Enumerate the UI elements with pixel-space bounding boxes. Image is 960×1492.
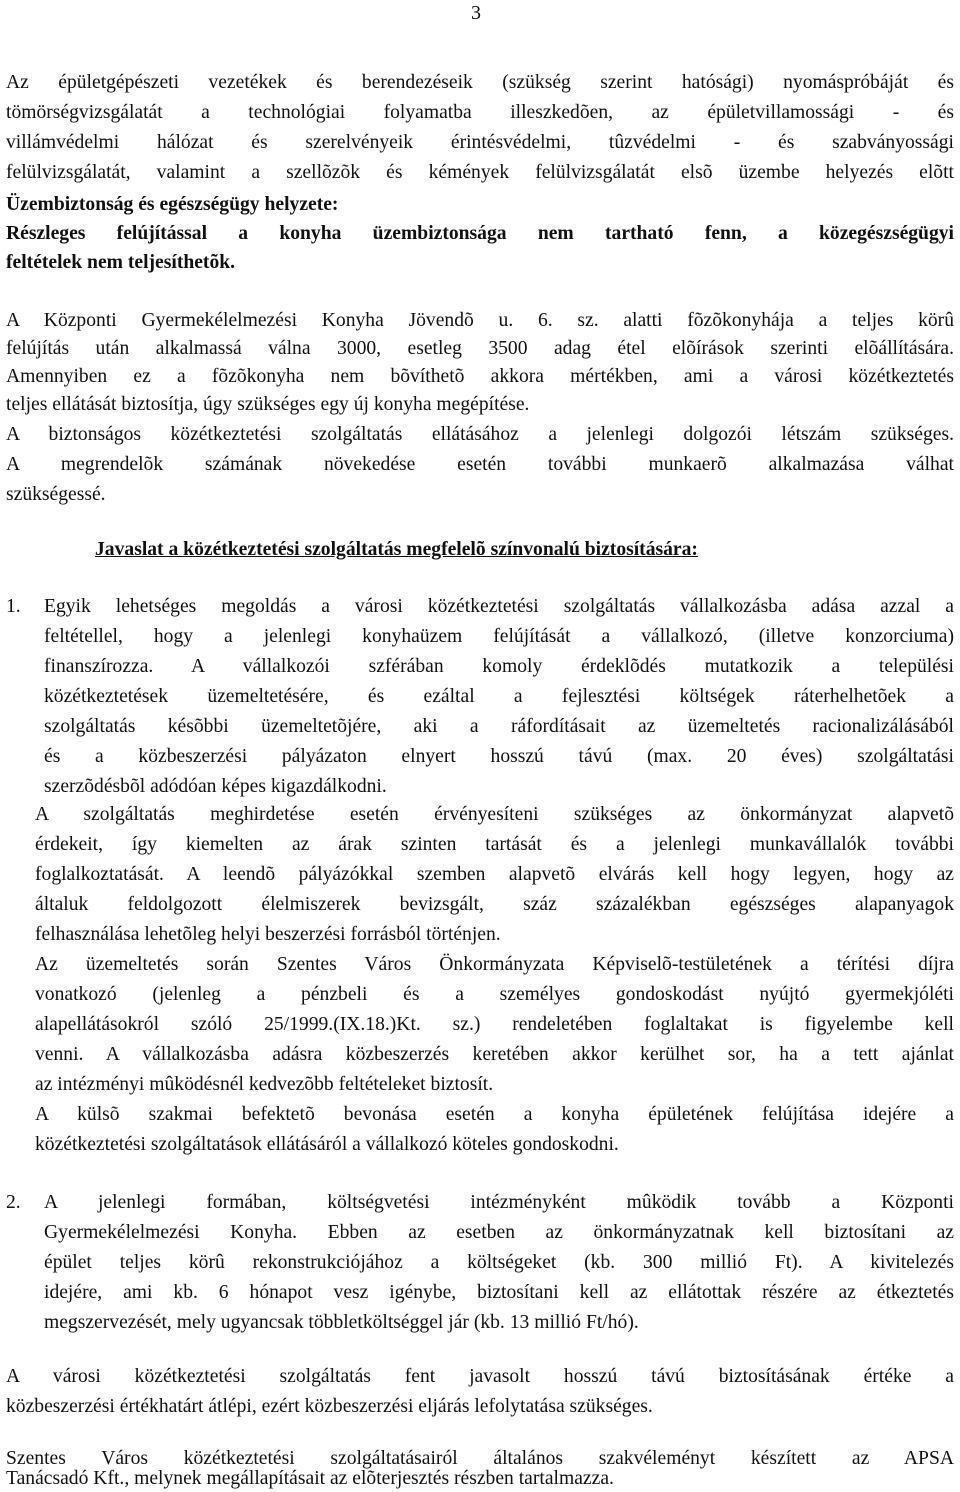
text-line: Szentes Város közétkeztetési szolgáltatásairól általános szakvéleményt készített az APSA (6, 1448, 954, 1469)
page-number: 3 (471, 2, 481, 24)
text-line: felújítás után alkalmassá válna 3000, esetleg 3500 adag étel elõírások szerinti elõállítására. (6, 338, 954, 359)
text-line: alapellátásokról szóló 25/1999.(IX.18.)Kt. sz.) rendeletében foglaltakat is figyelembe kell (35, 1014, 954, 1035)
text-line: foglalkoztatását. A leendõ pályázókkal szemben alapvetõ elvárás kell hogy legyen, hogy az (35, 864, 954, 885)
text-line: közétkeztetések üzemeltetésére, és ezáltal a fejlesztési költségek ráterhelhetõek a (44, 686, 954, 707)
text-line: közétkeztetési szolgáltatások ellátásáról a vállalkozó köteles gondoskodni. (35, 1134, 619, 1155)
text-line: felülvizsgálatát, valamint a szellõzõk és kémények felülvizsgálatát elsõ üzembe helyezés elõtt (6, 162, 954, 183)
text-line: feltételek nem teljesíthetõk. (6, 252, 236, 273)
text-line: az intézményi mûködésnél kedvezõbb feltételeket biztosít. (35, 1074, 494, 1095)
text-line: felhasználása lehetõleg helyi beszerzési forrásból történjen. (35, 924, 501, 945)
text-line: szolgáltatás késõbbi üzemeltetõjére, aki a ráfordításait az üzemeltetés racionalizálásából (44, 716, 954, 737)
text-line: épület teljes körû rekonstrukciójához a költségeket (kb. 300 millió Ft). A kivitelezés (44, 1252, 954, 1273)
text-line: A megrendelõk számának növekedése esetén további munkaerõ alkalmazása válhat (6, 454, 954, 475)
safety-heading: Üzembiztonság és egészségügy helyzete: (6, 194, 339, 215)
text-line: villámvédelmi hálózat és szerelvényeik érintésvédelmi, tûzvédelmi - és szabványossági (6, 132, 954, 153)
text-line: Az üzemeltetés során Szentes Város Önkormányzata Képviselõ-testületének a térítési díjra (35, 954, 954, 975)
text-line: és a közbeszerzési pályázaton elnyert hosszú távú (max. 20 éves) szolgáltatási (44, 746, 954, 767)
text-line: szükségessé. (6, 484, 106, 505)
text-line: A biztonságos közétkeztetési szolgáltatás ellátásához a jelenlegi dolgozói létszám szükséges. (6, 424, 954, 445)
proposal-heading: Javaslat a közétkeztetési szolgáltatás megfelelõ színvonalú biztosítására: (95, 539, 698, 560)
list-number: 1. (6, 596, 21, 617)
text-line: A Központi Gyermekélelmezési Konyha Jövendõ u. 6. sz. alatti fõzõkonyhája a teljes körû (6, 310, 954, 331)
text-line: Részleges felújítással a konyha üzembiztonsága nem tartható fenn, a közegészségügyi (6, 223, 954, 244)
text-line: A városi közétkeztetési szolgáltatás fent javasolt hosszú távú biztosításának értéke a (6, 1366, 954, 1387)
text-line: Egyik lehetséges megoldás a városi közétkeztetési szolgáltatás vállalkozásba adása azzal a (44, 596, 954, 617)
list-number: 2. (6, 1192, 21, 1213)
text-line: megszervezését, mely ugyancsak többletköltséggel jár (kb. 13 millió Ft/hó). (44, 1312, 639, 1333)
text-line: Tanácsadó Kft., melynek megállapításait az elõterjesztés részben tartalmazza. (6, 1468, 614, 1489)
text-line: teljes ellátását biztosítja, úgy szükséges egy új konyha megépítése. (6, 394, 530, 415)
text-line: Amennyiben ez a fõzõkonyha nem bõvíthetõ akkora mértékben, ami a városi közétkeztetés (6, 366, 954, 387)
text-line: tömörségvizsgálatát a technológiai folyamatba illeszkedõen, az épületvillamossági - és (6, 102, 954, 123)
text-line: venni. A vállalkozásba adásra közbeszerzés keretében akkor kerülhet sor, ha a tett ajánlat (35, 1044, 954, 1065)
text-line: finanszírozza. A vállalkozói szférában komoly érdeklõdés mutatkozik a települési (44, 656, 954, 677)
text-line: idejére, ami kb. 6 hónapot vesz igénybe, biztosítani kell az ellátottak részére az étkeztetés (44, 1282, 954, 1303)
text-line: általuk feldolgozott élelmiszerek bevizsgált, száz százalékban egészséges alapanyagok (35, 894, 954, 915)
text-line: szerzõdésbõl adódóan képes kigazdálkodni. (44, 776, 387, 797)
text-line: feltétellel, hogy a jelenlegi konyhaüzem felújítását a vállalkozó, (illetve konzorciuma) (44, 626, 954, 647)
text-line: közbeszerzési értékhatárt átlépi, ezért közbeszerzési eljárás lefolytatása szükséges. (6, 1396, 653, 1417)
text-line: Az épületgépészeti vezetékek és berendezéseik (szükség szerint hatósági) nyomáspróbáját és (6, 72, 954, 93)
text-line: A szolgáltatás meghirdetése esetén érvényesíteni szükséges az önkormányzat alapvetõ (35, 804, 954, 825)
text-line: A külsõ szakmai befektetõ bevonása esetén a konyha épületének felújítása idejére a (35, 1104, 954, 1125)
text-line: érdekeit, így kiemelten az árak szinten tartását és a jelenlegi munkavállalók további (35, 834, 954, 855)
text-line: Gyermekélelmezési Konyha. Ebben az esetben az önkormányzatnak kell biztosítani az (44, 1222, 954, 1243)
text-line: vonatkozó (jelenleg a pénzbeli és a személyes gondoskodást nyújtó gyermekjóléti (35, 984, 954, 1005)
text-line: A jelenlegi formában, költségvetési intézményként mûködik tovább a Központi (44, 1192, 954, 1213)
